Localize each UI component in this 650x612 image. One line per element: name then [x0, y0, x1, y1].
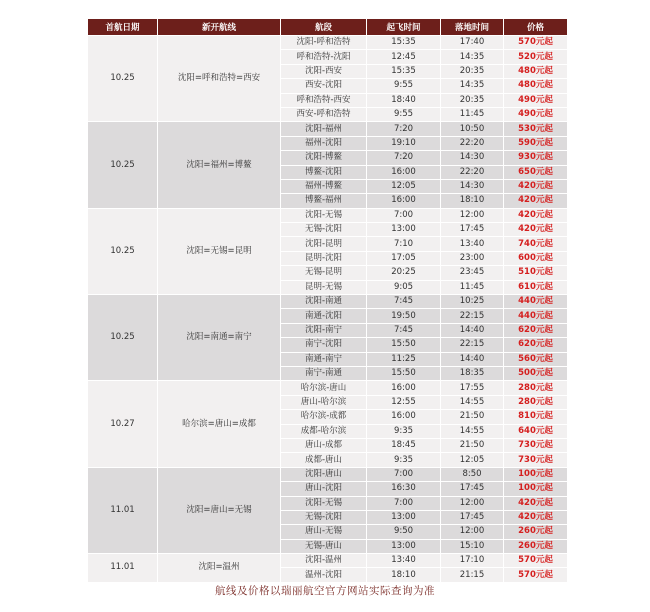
flight-segment: 唐山-哈尔滨 — [281, 395, 367, 409]
price-cell: 280元起 — [504, 381, 568, 395]
departure-time: 9:55 — [367, 107, 441, 121]
first-flight-date: 10.25 — [88, 122, 158, 208]
price-cell: 930元起 — [504, 151, 568, 165]
price-cell: 480元起 — [504, 64, 568, 78]
price-cell: 260元起 — [504, 539, 568, 553]
price-cell: 730元起 — [504, 438, 568, 452]
departure-time: 16:00 — [367, 381, 441, 395]
new-route: 沈阳=南通=南宁 — [158, 295, 281, 381]
arrival-time: 22:15 — [441, 309, 504, 323]
table-row — [88, 295, 568, 309]
arrival-time: 20:35 — [441, 64, 504, 78]
departure-time: 12:55 — [367, 395, 441, 409]
price-cell: 740元起 — [504, 237, 568, 251]
flight-segment: 南宁-沈阳 — [281, 338, 367, 352]
flight-segment: 沈阳-南通 — [281, 295, 367, 309]
price-cell: 420元起 — [504, 223, 568, 237]
departure-time: 9:35 — [367, 453, 441, 467]
departure-time: 16:30 — [367, 482, 441, 496]
arrival-time: 20:35 — [441, 93, 504, 107]
new-route: 沈阳=无锡=昆明 — [158, 208, 281, 294]
header-departure: 起飞时间 — [367, 19, 441, 36]
flight-segment: 哈尔滨-唐山 — [281, 381, 367, 395]
price-cell: 530元起 — [504, 122, 568, 136]
departure-time: 15:35 — [367, 36, 441, 50]
departure-time: 20:25 — [367, 266, 441, 280]
departure-time: 15:50 — [367, 338, 441, 352]
flight-segment: 福州-沈阳 — [281, 136, 367, 150]
price-cell: 520元起 — [504, 50, 568, 64]
departure-time: 9:05 — [367, 280, 441, 294]
flight-segment: 无锡-唐山 — [281, 539, 367, 553]
new-route: 沈阳=温州 — [158, 554, 281, 583]
flight-segment: 博鳌-沈阳 — [281, 165, 367, 179]
table-row — [88, 122, 568, 136]
arrival-time: 22:20 — [441, 136, 504, 150]
flight-segment: 南通-南宁 — [281, 352, 367, 366]
price-cell: 570元起 — [504, 36, 568, 50]
new-route: 沈阳=呼和浩特=西安 — [158, 36, 281, 122]
flight-segment: 无锡-沈阳 — [281, 510, 367, 524]
first-flight-date: 11.01 — [88, 467, 158, 553]
flight-segment: 西安-沈阳 — [281, 79, 367, 93]
price-cell: 590元起 — [504, 136, 568, 150]
arrival-time: 18:10 — [441, 194, 504, 208]
arrival-time: 23:00 — [441, 251, 504, 265]
flight-segment: 沈阳-温州 — [281, 554, 367, 568]
new-route: 哈尔滨=唐山=成都 — [158, 381, 281, 467]
price-cell: 600元起 — [504, 251, 568, 265]
flight-segment: 沈阳-无锡 — [281, 208, 367, 222]
arrival-time: 22:20 — [441, 165, 504, 179]
arrival-time: 10:25 — [441, 295, 504, 309]
arrival-time: 17:45 — [441, 223, 504, 237]
departure-time: 7:45 — [367, 295, 441, 309]
flight-segment: 南通-沈阳 — [281, 309, 367, 323]
arrival-time: 21:50 — [441, 410, 504, 424]
price-cell: 480元起 — [504, 79, 568, 93]
table-row — [88, 467, 568, 481]
new-route: 沈阳=唐山=无锡 — [158, 467, 281, 553]
departure-time: 7:10 — [367, 237, 441, 251]
flight-segment: 沈阳-福州 — [281, 122, 367, 136]
arrival-time: 23:45 — [441, 266, 504, 280]
departure-time: 7:20 — [367, 122, 441, 136]
flight-segment: 唐山-成都 — [281, 438, 367, 452]
header-arrival: 落地时间 — [441, 19, 504, 36]
flight-segment: 沈阳-无锡 — [281, 496, 367, 510]
price-cell: 620元起 — [504, 338, 568, 352]
arrival-time: 11:45 — [441, 280, 504, 294]
flight-segment: 唐山-无锡 — [281, 525, 367, 539]
price-cell: 610元起 — [504, 280, 568, 294]
departure-time: 15:35 — [367, 64, 441, 78]
flight-segment: 昆明-沈阳 — [281, 251, 367, 265]
price-cell: 560元起 — [504, 352, 568, 366]
price-cell: 420元起 — [504, 208, 568, 222]
first-flight-date: 10.25 — [88, 36, 158, 122]
arrival-time: 17:45 — [441, 482, 504, 496]
flight-segment: 呼和浩特-沈阳 — [281, 50, 367, 64]
departure-time: 16:00 — [367, 194, 441, 208]
departure-time: 7:00 — [367, 496, 441, 510]
flight-segment: 沈阳-西安 — [281, 64, 367, 78]
flight-schedule — [87, 18, 567, 583]
arrival-time: 17:40 — [441, 36, 504, 50]
departure-time: 18:40 — [367, 93, 441, 107]
price-cell: 620元起 — [504, 323, 568, 337]
price-cell: 100元起 — [504, 467, 568, 481]
header-price: 价格 — [504, 19, 568, 36]
arrival-time: 14:55 — [441, 424, 504, 438]
departure-time: 19:10 — [367, 136, 441, 150]
table-row — [88, 554, 568, 568]
arrival-time: 18:35 — [441, 366, 504, 380]
price-cell: 510元起 — [504, 266, 568, 280]
departure-time: 13:00 — [367, 539, 441, 553]
arrival-time: 14:30 — [441, 179, 504, 193]
departure-time: 17:05 — [367, 251, 441, 265]
header-date: 首航日期 — [88, 19, 158, 36]
departure-time: 9:55 — [367, 79, 441, 93]
departure-time: 12:05 — [367, 179, 441, 193]
departure-time: 13:40 — [367, 554, 441, 568]
price-cell: 100元起 — [504, 482, 568, 496]
header-segment: 航段 — [281, 19, 367, 36]
flight-segment: 沈阳-呼和浩特 — [281, 36, 367, 50]
price-cell: 280元起 — [504, 395, 568, 409]
price-cell: 570元起 — [504, 554, 568, 568]
flight-segment: 呼和浩特-西安 — [281, 93, 367, 107]
departure-time: 7:00 — [367, 208, 441, 222]
price-cell: 490元起 — [504, 93, 568, 107]
flight-segment: 西安-呼和浩特 — [281, 107, 367, 121]
departure-time: 15:50 — [367, 366, 441, 380]
departure-time: 7:20 — [367, 151, 441, 165]
arrival-time: 13:40 — [441, 237, 504, 251]
price-cell: 420元起 — [504, 179, 568, 193]
flight-segment: 无锡-昆明 — [281, 266, 367, 280]
departure-time: 13:00 — [367, 510, 441, 524]
flight-segment: 成都-哈尔滨 — [281, 424, 367, 438]
departure-time: 19:50 — [367, 309, 441, 323]
price-cell: 640元起 — [504, 424, 568, 438]
arrival-time: 12:00 — [441, 525, 504, 539]
price-cell: 420元起 — [504, 510, 568, 524]
flight-segment: 温州-沈阳 — [281, 568, 367, 582]
arrival-time: 12:00 — [441, 496, 504, 510]
flight-segment: 无锡-沈阳 — [281, 223, 367, 237]
flight-segment: 成都-唐山 — [281, 453, 367, 467]
flight-segment: 昆明-无锡 — [281, 280, 367, 294]
price-cell: 420元起 — [504, 194, 568, 208]
departure-time: 11:25 — [367, 352, 441, 366]
price-cell: 420元起 — [504, 496, 568, 510]
price-cell: 490元起 — [504, 107, 568, 121]
flight-segment: 博鳌-福州 — [281, 194, 367, 208]
departure-time: 18:45 — [367, 438, 441, 452]
footer-note: 航线及价格以瑞丽航空官方网站实际查询为准 — [215, 585, 435, 597]
flight-segment: 沈阳-昆明 — [281, 237, 367, 251]
price-cell: 440元起 — [504, 295, 568, 309]
departure-time: 13:00 — [367, 223, 441, 237]
arrival-time: 14:55 — [441, 395, 504, 409]
arrival-time: 14:35 — [441, 79, 504, 93]
arrival-time: 17:45 — [441, 510, 504, 524]
table-body — [88, 36, 568, 583]
first-flight-date: 10.25 — [88, 295, 158, 381]
table-row — [88, 381, 568, 395]
arrival-time: 14:40 — [441, 352, 504, 366]
arrival-time: 17:10 — [441, 554, 504, 568]
departure-time: 16:00 — [367, 165, 441, 179]
first-flight-date: 11.01 — [88, 554, 158, 583]
new-route: 沈阳=福州=博鳌 — [158, 122, 281, 208]
departure-time: 9:50 — [367, 525, 441, 539]
table-row — [88, 36, 568, 50]
price-cell: 260元起 — [504, 525, 568, 539]
arrival-time: 8:50 — [441, 467, 504, 481]
departure-time: 18:10 — [367, 568, 441, 582]
departure-time: 7:00 — [367, 467, 441, 481]
header-route: 新开航线 — [158, 19, 281, 36]
departure-time: 12:45 — [367, 50, 441, 64]
departure-time: 16:00 — [367, 410, 441, 424]
table-header-row — [88, 19, 568, 36]
price-cell: 440元起 — [504, 309, 568, 323]
flight-segment: 沈阳-南宁 — [281, 323, 367, 337]
departure-time: 7:45 — [367, 323, 441, 337]
flight-segment: 沈阳-唐山 — [281, 467, 367, 481]
flight-table — [87, 18, 568, 583]
departure-time: 9:35 — [367, 424, 441, 438]
price-cell: 810元起 — [504, 410, 568, 424]
arrival-time: 14:35 — [441, 50, 504, 64]
arrival-time: 12:05 — [441, 453, 504, 467]
first-flight-date: 10.25 — [88, 208, 158, 294]
price-cell: 730元起 — [504, 453, 568, 467]
price-cell: 650元起 — [504, 165, 568, 179]
first-flight-date: 10.27 — [88, 381, 158, 467]
arrival-time: 12:00 — [441, 208, 504, 222]
flight-segment: 福州-博鳌 — [281, 179, 367, 193]
arrival-time: 14:40 — [441, 323, 504, 337]
arrival-time: 22:15 — [441, 338, 504, 352]
price-cell: 500元起 — [504, 366, 568, 380]
flight-segment: 唐山-沈阳 — [281, 482, 367, 496]
flight-segment: 沈阳-博鳌 — [281, 151, 367, 165]
arrival-time: 17:55 — [441, 381, 504, 395]
arrival-time: 15:10 — [441, 539, 504, 553]
arrival-time: 10:50 — [441, 122, 504, 136]
arrival-time: 21:15 — [441, 568, 504, 582]
arrival-time: 21:50 — [441, 438, 504, 452]
flight-segment: 哈尔滨-成都 — [281, 410, 367, 424]
arrival-time: 14:30 — [441, 151, 504, 165]
arrival-time: 11:45 — [441, 107, 504, 121]
price-cell: 570元起 — [504, 568, 568, 582]
table-row — [88, 208, 568, 222]
flight-segment: 南宁-南通 — [281, 366, 367, 380]
